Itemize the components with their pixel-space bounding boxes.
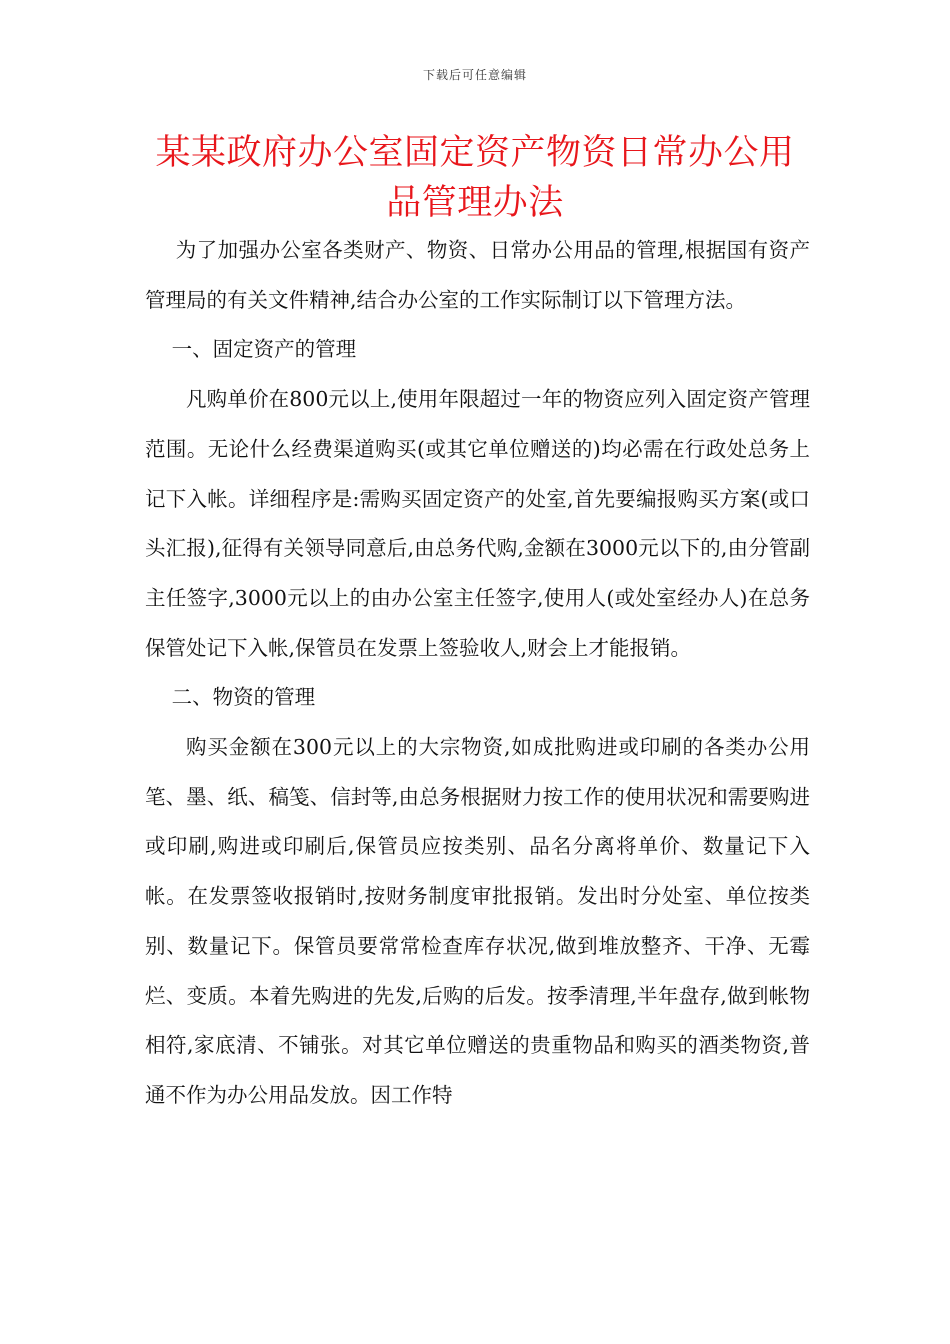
document-body [145,226,810,1121]
materials-paragraph: 购买金额在300元以上的大宗物资,如成批购进或印刷的各类办公用笔、墨、纸、稿笺、信封等,由总务根据财力按工作的使用状况和需要购进或印刷,购进或印刷后,保管员应按类别、品名分离将单价、数量记下入帐。在发票签收报销时,按财务制度审批报销。发出时分处室、单位按类别、数量记下。保管员要常常检查库存状况,做到堆放整齐、干净、无霉烂、变质。本着先购进的先发,后购的后发。按季清理,半年盘存,做到帐物相符,家底清、不铺张。对其它单位赠送的贵重物品和购买的酒类物资,普通不作为办公用品发放。因工作特 [145,735,810,1107]
fixed-assets-paragraph: 凡购单价在800元以上,使用年限超过一年的物资应列入固定资产管理范围。无论什么经费渠道购买(或其它单位赠送的)均必需在行政处总务上记下入帐。详细程序是:需购买固定资产的处室,首先要编报购买方案(或口头汇报),征得有关领导同意后,由总务代购,金额在3000元以下的,由分管副主任签字,3000元以上的由办公室主任签字,使用人(或处室经办人)在总务保管处记下入帐,保管员在发票上签验收人,财会上才能报销。 [145,387,810,660]
header-note: 下载后可任意编辑 [422,68,527,82]
section-heading-fixed-assets: 一、固定资产的管理 [171,337,357,362]
document-title: 某某政府办公室固定资产物资日常办公用品管理办法 [155,133,795,223]
section-heading-materials: 二、物资的管理 [171,685,316,710]
intro-paragraph: 为了加强办公室各类财产、物资、日常办公用品的管理,根据国有资产管理局的有关文件精神,结合办公室的工作实际制订以下管理方法。 [145,238,810,312]
